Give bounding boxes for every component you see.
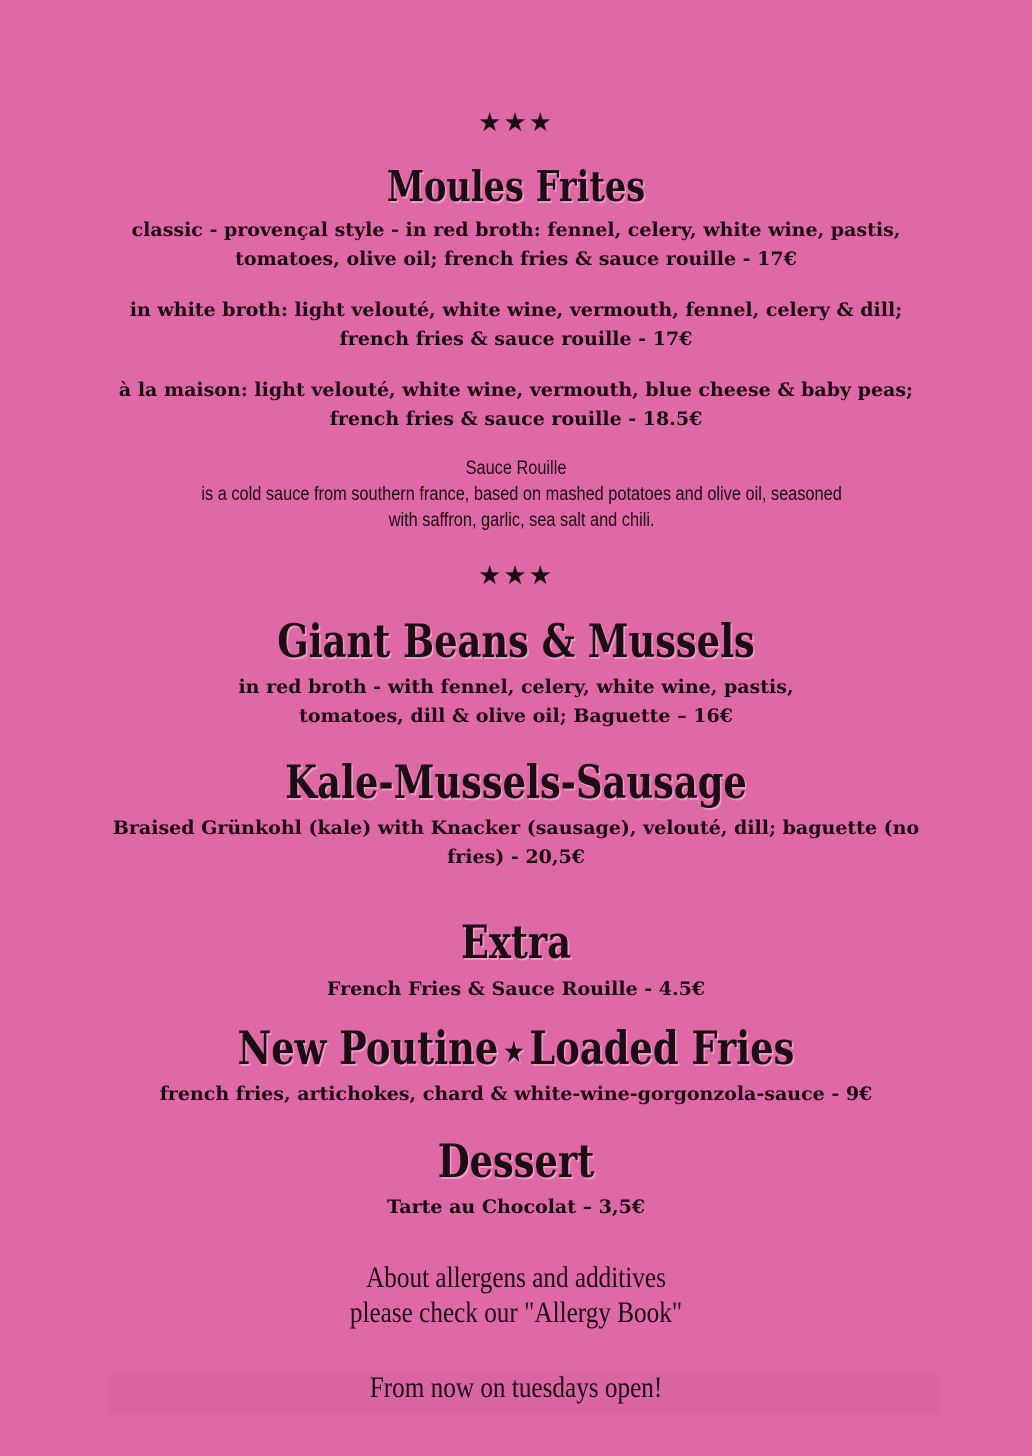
star-divider-middle: ★★★ xyxy=(478,561,554,591)
moules-classic-item: classic - provençal style - in red broth: fennel, celery, white wine, pastis, tomatoes, olive oil; french fries & sauce rouille - 17€ xyxy=(131,219,901,270)
poutine-heading-part2: Loaded Fries xyxy=(529,1021,795,1075)
moules-white-item: in white broth: light velouté, white wine, vermouth, fennel, celery & dill; french fries & sauce rouille - 17€ xyxy=(129,299,903,350)
allergy-notice-line2: please check our "Allergy Book" xyxy=(349,1296,683,1329)
moules-frites-heading: Moules Frites xyxy=(386,162,646,211)
giant-beans-heading: Giant Beans & Mussels xyxy=(277,614,755,668)
kale-mussels-heading: Kale-Mussels-Sausage xyxy=(285,755,747,809)
allergy-notice-line1: About allergens and additives xyxy=(366,1261,666,1294)
dessert-heading: Dessert xyxy=(437,1134,595,1188)
moules-maison-item: à la maison: light velouté, white wine, vermouth, blue cheese & baby peas; french fries & sauce rouille - 18.5€ xyxy=(118,379,914,430)
poutine-heading xyxy=(103,1023,929,1080)
tuesday-open-notice: From now on tuesdays open! xyxy=(369,1371,663,1404)
star-divider-top: ★★★ xyxy=(478,108,554,138)
sauce-rouille-note-text: is a cold sauce from southern france, based on mashed potatoes and olive oil, seasoned with saffron, garlic, sea salt and chili. xyxy=(201,484,842,531)
extra-heading: Extra xyxy=(460,915,572,969)
sauce-rouille-note-title: Sauce Rouille xyxy=(465,458,567,479)
kale-mussels-item: Braised Grünkohl (kale) with Knacker (sausage), velouté, dill; baguette (no fries) - 20,5€ xyxy=(112,817,920,868)
dessert-item: Tarte au Chocolat – 3,5€ xyxy=(386,1196,646,1218)
poutine-item: french fries, artichokes, chard & white-wine-gorgonzola-sauce - 9€ xyxy=(159,1083,873,1105)
poutine-heading-part1: New Poutine xyxy=(237,1021,499,1075)
star-icon: ★ xyxy=(503,1035,525,1070)
giant-beans-item: in red broth - with fennel, celery, white wine, pastis, tomatoes, dill & olive oil; Baguette – 16€ xyxy=(238,676,794,727)
extra-item: French Fries & Sauce Rouille - 4.5€ xyxy=(326,978,706,1000)
